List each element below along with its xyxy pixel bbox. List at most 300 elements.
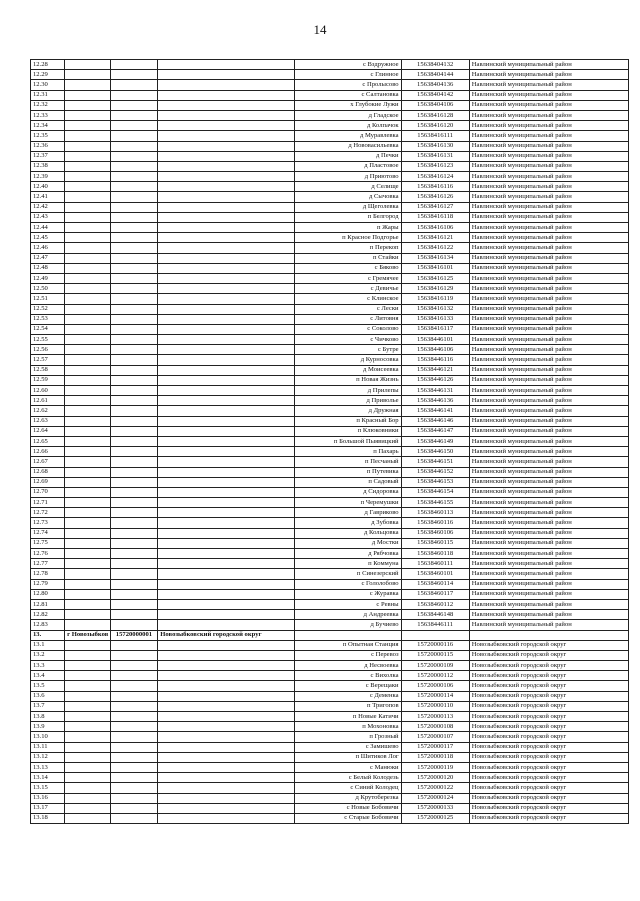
- table-row: [31, 599, 629, 609]
- code-cell: 15720000115: [401, 650, 469, 660]
- name-cell: [158, 508, 294, 518]
- city-cell: [65, 243, 110, 253]
- okato-cell: [110, 518, 158, 528]
- name-cell: [158, 60, 294, 70]
- okato-cell: [110, 722, 158, 732]
- code-cell: 15638416122: [401, 243, 469, 253]
- district-cell: Навлинский муниципальный район: [469, 477, 628, 487]
- row-number: 13.1: [31, 640, 65, 650]
- okato-cell: [110, 752, 158, 762]
- settlement-cell: с Гололобово: [294, 579, 401, 589]
- code-cell: 15638446121: [401, 365, 469, 375]
- city-cell: [65, 436, 110, 446]
- name-cell: [158, 110, 294, 120]
- name-cell: [158, 345, 294, 355]
- name-cell: [158, 620, 294, 630]
- okato-cell: [110, 640, 158, 650]
- table-row: [31, 416, 629, 426]
- table-row: [31, 579, 629, 589]
- code-cell: 15638416128: [401, 110, 469, 120]
- name-cell: [158, 477, 294, 487]
- code-cell: 15720000113: [401, 712, 469, 722]
- name-cell: [158, 335, 294, 345]
- district-cell: Навлинский муниципальный район: [469, 518, 628, 528]
- okato-cell: [110, 436, 158, 446]
- okato-cell: [110, 477, 158, 487]
- city-cell: [65, 426, 110, 436]
- code-cell: 15720000117: [401, 742, 469, 752]
- settlement-cell: с Замишево: [294, 742, 401, 752]
- row-number: 12.75: [31, 538, 65, 548]
- okato-cell: [110, 314, 158, 324]
- settlement-cell: п Клюковники: [294, 426, 401, 436]
- code-cell: 15638446126: [401, 375, 469, 385]
- city-cell: [65, 610, 110, 620]
- name-cell: [158, 528, 294, 538]
- name-cell: [158, 212, 294, 222]
- row-number: 12.38: [31, 161, 65, 171]
- settlement-cell: с Белый Колодезь: [294, 773, 401, 783]
- table-row: [31, 90, 629, 100]
- name-cell: [158, 396, 294, 406]
- city-cell: [65, 365, 110, 375]
- row-number: 13.11: [31, 742, 65, 752]
- city-cell: [65, 813, 110, 823]
- code-cell: 15638446146: [401, 416, 469, 426]
- settlement-cell: д Моисеевка: [294, 365, 401, 375]
- row-number: 12.35: [31, 131, 65, 141]
- code-cell: 15720000110: [401, 701, 469, 711]
- okato-cell: [110, 691, 158, 701]
- city-cell: [65, 172, 110, 182]
- code-cell: 15720000125: [401, 813, 469, 823]
- district-cell: Навлинский муниципальный район: [469, 436, 628, 446]
- district-cell: Навлинский муниципальный район: [469, 80, 628, 90]
- row-number: 13.7: [31, 701, 65, 711]
- settlement-cell: д Андреевка: [294, 610, 401, 620]
- city-cell: [65, 396, 110, 406]
- code-cell: 15638460101: [401, 569, 469, 579]
- settlement-cell: д Селище: [294, 182, 401, 192]
- okato-cell: [110, 650, 158, 660]
- table-row: [31, 223, 629, 233]
- settlement-cell: с Манюки: [294, 762, 401, 772]
- okato-cell: [110, 365, 158, 375]
- name-cell: [158, 487, 294, 497]
- okato-cell: [110, 793, 158, 803]
- code-cell: 15638446153: [401, 477, 469, 487]
- city-cell: [65, 60, 110, 70]
- table-row: [31, 273, 629, 283]
- city-cell: [65, 569, 110, 579]
- settlement-cell: п Песчаный: [294, 457, 401, 467]
- name-cell: [158, 773, 294, 783]
- row-number: 12.64: [31, 426, 65, 436]
- name-cell: [158, 172, 294, 182]
- code-cell: 15638446111: [401, 620, 469, 630]
- row-number: 12.74: [31, 528, 65, 538]
- name-cell: [158, 762, 294, 772]
- settlement-cell: с Бутре: [294, 345, 401, 355]
- city-cell: [65, 121, 110, 131]
- district-cell: Навлинский муниципальный район: [469, 528, 628, 538]
- city-cell: [65, 110, 110, 120]
- table-row: [31, 691, 629, 701]
- okato-cell: [110, 803, 158, 813]
- district-cell: Новозыбковский городской округ: [469, 773, 628, 783]
- name-cell: [158, 579, 294, 589]
- code-cell: 15638416123: [401, 161, 469, 171]
- code-cell: 15638446154: [401, 487, 469, 497]
- code-cell: 15638404144: [401, 70, 469, 80]
- table-row: [31, 650, 629, 660]
- city-cell: [65, 701, 110, 711]
- district-header-row: [31, 630, 629, 640]
- code-cell: 15638416126: [401, 192, 469, 202]
- settlement-cell: п Шитиков Лог: [294, 752, 401, 762]
- okato-cell: [110, 243, 158, 253]
- name-cell: [158, 813, 294, 823]
- name-cell: [158, 752, 294, 762]
- settlement-cell: п Перекоп: [294, 243, 401, 253]
- settlement-cell: с Ревны: [294, 599, 401, 609]
- okato-cell: [110, 498, 158, 508]
- row-number: 13.8: [31, 712, 65, 722]
- okato-cell: [110, 335, 158, 345]
- code-cell: 15638416124: [401, 172, 469, 182]
- name-cell: [158, 610, 294, 620]
- district-cell: Навлинский муниципальный район: [469, 212, 628, 222]
- row-number: 13.9: [31, 722, 65, 732]
- table-row: [31, 121, 629, 131]
- table-row: [31, 314, 629, 324]
- okato-cell: [110, 192, 158, 202]
- city-cell: [65, 263, 110, 273]
- code-cell: 15638446147: [401, 426, 469, 436]
- row-number: 13.15: [31, 783, 65, 793]
- district-cell: Навлинский муниципальный район: [469, 141, 628, 151]
- district-cell: Навлинский муниципальный район: [469, 253, 628, 263]
- name-cell: [158, 90, 294, 100]
- city-cell: [65, 681, 110, 691]
- code-cell: 15638460111: [401, 559, 469, 569]
- settlement-cell: с Глинное: [294, 70, 401, 80]
- row-number: 12.52: [31, 304, 65, 314]
- settlement-cell: с Старые Бобовичи: [294, 813, 401, 823]
- row-number: 12.73: [31, 518, 65, 528]
- code-cell: 15638416132: [401, 304, 469, 314]
- city-cell: [65, 416, 110, 426]
- row-number: 12.46: [31, 243, 65, 253]
- row-number: 12.36: [31, 141, 65, 151]
- table-row: [31, 549, 629, 559]
- table-row: [31, 681, 629, 691]
- city-cell: [65, 141, 110, 151]
- settlement-cell: п Черемушки: [294, 498, 401, 508]
- district-cell: Навлинский муниципальный район: [469, 508, 628, 518]
- district-cell: Навлинский муниципальный район: [469, 121, 628, 131]
- name-cell: [158, 793, 294, 803]
- code-cell: 15720000124: [401, 793, 469, 803]
- table-row: [31, 110, 629, 120]
- settlement-cell: п Большой Пыявицкий: [294, 436, 401, 446]
- district-cell: Навлинский муниципальный район: [469, 202, 628, 212]
- table-row: [31, 100, 629, 110]
- table-row: [31, 589, 629, 599]
- district-cell: Навлинский муниципальный район: [469, 172, 628, 182]
- row-number: 12.48: [31, 263, 65, 273]
- table-row: [31, 294, 629, 304]
- okato-cell: [110, 263, 158, 273]
- name-cell: [158, 803, 294, 813]
- okato-cell: [110, 110, 158, 120]
- code-cell: 15720000107: [401, 732, 469, 742]
- code-cell: 15720000120: [401, 773, 469, 783]
- code-cell: 15638446148: [401, 610, 469, 620]
- district-cell: Навлинский муниципальный район: [469, 131, 628, 141]
- city-cell: [65, 212, 110, 222]
- okato-cell: [110, 233, 158, 243]
- city-cell: [65, 589, 110, 599]
- table-row: [31, 752, 629, 762]
- okato-cell: 15720000001: [110, 630, 158, 640]
- settlement-cell: д Бучиево: [294, 620, 401, 630]
- table-row: [31, 447, 629, 457]
- row-number: 12.34: [31, 121, 65, 131]
- settlement-cell: д Пластовое: [294, 161, 401, 171]
- row-number: 12.39: [31, 172, 65, 182]
- city-cell: [65, 467, 110, 477]
- settlement-cell: д Нововасильевка: [294, 141, 401, 151]
- row-number: 12.54: [31, 324, 65, 334]
- code-cell: 15638416111: [401, 131, 469, 141]
- city-cell: [65, 345, 110, 355]
- okato-cell: [110, 762, 158, 772]
- settlement-cell: п Тригопов: [294, 701, 401, 711]
- district-cell: Новозыбковский городской округ: [469, 650, 628, 660]
- settlement-cell: д Мостки: [294, 538, 401, 548]
- row-number: 12.29: [31, 70, 65, 80]
- okato-cell: [110, 284, 158, 294]
- okato-cell: [110, 569, 158, 579]
- row-number: 12.67: [31, 457, 65, 467]
- district-cell: Навлинский муниципальный район: [469, 192, 628, 202]
- okato-cell: [110, 212, 158, 222]
- okato-cell: [110, 416, 158, 426]
- code-cell: 15638446150: [401, 447, 469, 457]
- city-cell: [65, 640, 110, 650]
- table-row: [31, 477, 629, 487]
- name-cell: [158, 386, 294, 396]
- row-number: 12.65: [31, 436, 65, 446]
- name-cell: [158, 467, 294, 477]
- table-row: [31, 508, 629, 518]
- code-cell: 15638404136: [401, 80, 469, 90]
- name-cell: [158, 314, 294, 324]
- district-name-cell: Новозыбковский городской округ: [158, 630, 294, 640]
- table-row: [31, 467, 629, 477]
- page-number: 14: [313, 22, 327, 37]
- city-cell: [65, 508, 110, 518]
- name-cell: [158, 121, 294, 131]
- okato-cell: [110, 701, 158, 711]
- district-cell: Навлинский муниципальный район: [469, 498, 628, 508]
- okato-cell: [110, 375, 158, 385]
- code-cell: 15720000116: [401, 640, 469, 650]
- district-cell: [469, 630, 628, 640]
- settlement-cell: с Вихолка: [294, 671, 401, 681]
- district-cell: Навлинский муниципальный район: [469, 355, 628, 365]
- okato-cell: [110, 355, 158, 365]
- name-cell: [158, 294, 294, 304]
- settlement-cell: с Соколово: [294, 324, 401, 334]
- table-row: [31, 436, 629, 446]
- okato-cell: [110, 579, 158, 589]
- district-cell: Навлинский муниципальный район: [469, 233, 628, 243]
- code-cell: 15720000106: [401, 681, 469, 691]
- city-cell: [65, 233, 110, 243]
- code-cell: 15638416131: [401, 151, 469, 161]
- settlement-cell: п Жары: [294, 223, 401, 233]
- okato-cell: [110, 426, 158, 436]
- table-row: [31, 538, 629, 548]
- row-number: 12.79: [31, 579, 65, 589]
- name-cell: [158, 406, 294, 416]
- table-row: [31, 712, 629, 722]
- code-cell: 15638416133: [401, 314, 469, 324]
- table-row: [31, 131, 629, 141]
- settlement-cell: д Зубовка: [294, 518, 401, 528]
- settlement-cell: с Вздружное: [294, 60, 401, 70]
- district-cell: Новозыбковский городской округ: [469, 742, 628, 752]
- settlement-cell: д Приволье: [294, 396, 401, 406]
- settlement-cell: д Кольцовка: [294, 528, 401, 538]
- okato-cell: [110, 813, 158, 823]
- name-cell: [158, 569, 294, 579]
- name-cell: [158, 416, 294, 426]
- city-cell: [65, 304, 110, 314]
- settlement-cell: п Новые Катичи: [294, 712, 401, 722]
- row-number: 12.56: [31, 345, 65, 355]
- settlement-cell: с Журавка: [294, 589, 401, 599]
- code-cell: 15638416129: [401, 284, 469, 294]
- settlement-cell: с Верещаки: [294, 681, 401, 691]
- okato-cell: [110, 273, 158, 283]
- city-cell: [65, 599, 110, 609]
- name-cell: [158, 304, 294, 314]
- code-cell: 15638416134: [401, 253, 469, 263]
- okato-cell: [110, 131, 158, 141]
- name-cell: [158, 599, 294, 609]
- settlement-cell: д Дружная: [294, 406, 401, 416]
- row-number: 13.10: [31, 732, 65, 742]
- settlement-cell: с Девичье: [294, 284, 401, 294]
- table-row: [31, 243, 629, 253]
- name-cell: [158, 559, 294, 569]
- city-cell: [65, 314, 110, 324]
- district-cell: Навлинский муниципальный район: [469, 223, 628, 233]
- settlement-cell: п Опытная Станция: [294, 640, 401, 650]
- code-cell: 15638416125: [401, 273, 469, 283]
- name-cell: [158, 375, 294, 385]
- row-number: 13.4: [31, 671, 65, 681]
- name-cell: [158, 518, 294, 528]
- table-row: [31, 620, 629, 630]
- settlement-cell: д Крутоберезка: [294, 793, 401, 803]
- code-cell: 15638460112: [401, 599, 469, 609]
- code-cell: 15638416121: [401, 233, 469, 243]
- code-cell: 15720000109: [401, 661, 469, 671]
- city-cell: [65, 335, 110, 345]
- settlement-cell: с Лески: [294, 304, 401, 314]
- row-number: 13.14: [31, 773, 65, 783]
- table-row: [31, 182, 629, 192]
- code-cell: 15638416130: [401, 141, 469, 151]
- code-cell: 15638446141: [401, 406, 469, 416]
- city-cell: [65, 661, 110, 671]
- district-cell: Навлинский муниципальный район: [469, 335, 628, 345]
- code-cell: 15638446106: [401, 345, 469, 355]
- city-cell: [65, 498, 110, 508]
- okato-cell: [110, 172, 158, 182]
- city-cell: [65, 447, 110, 457]
- table-row: [31, 324, 629, 334]
- row-number: 12.62: [31, 406, 65, 416]
- code-cell: 15638416127: [401, 202, 469, 212]
- settlement-cell: х Глубокие Лужи: [294, 100, 401, 110]
- row-number: 12.81: [31, 599, 65, 609]
- settlement-cell: д Колпачок: [294, 121, 401, 131]
- okato-cell: [110, 202, 158, 212]
- okato-cell: [110, 559, 158, 569]
- okato-cell: [110, 671, 158, 681]
- table-row: [31, 518, 629, 528]
- district-cell: Навлинский муниципальный район: [469, 579, 628, 589]
- code-cell: 15720000119: [401, 762, 469, 772]
- district-cell: Навлинский муниципальный район: [469, 396, 628, 406]
- code-cell: 15638446149: [401, 436, 469, 446]
- row-number: 12.80: [31, 589, 65, 599]
- okato-cell: [110, 599, 158, 609]
- name-cell: [158, 100, 294, 110]
- okato-cell: [110, 538, 158, 548]
- city-cell: [65, 294, 110, 304]
- table-row: [31, 762, 629, 772]
- settlement-cell: д Сидоровка: [294, 487, 401, 497]
- name-cell: [158, 243, 294, 253]
- city-cell: [65, 691, 110, 701]
- row-number: 12.82: [31, 610, 65, 620]
- city-cell: [65, 671, 110, 681]
- table-row: [31, 304, 629, 314]
- settlement-cell: п Белгород: [294, 212, 401, 222]
- okato-cell: [110, 70, 158, 80]
- table-row: [31, 498, 629, 508]
- settlement-cell: д Рябчовка: [294, 549, 401, 559]
- code-cell: 15638446151: [401, 457, 469, 467]
- code-cell: 15638416106: [401, 223, 469, 233]
- name-cell: [158, 447, 294, 457]
- okato-cell: [110, 304, 158, 314]
- table-row: [31, 172, 629, 182]
- district-cell: Навлинский муниципальный район: [469, 243, 628, 253]
- city-cell: [65, 273, 110, 283]
- settlement-cell: п Пахарь: [294, 447, 401, 457]
- settlement-cell: п Грозный: [294, 732, 401, 742]
- code-cell: 15638416118: [401, 212, 469, 222]
- name-cell: [158, 640, 294, 650]
- table-row: [31, 671, 629, 681]
